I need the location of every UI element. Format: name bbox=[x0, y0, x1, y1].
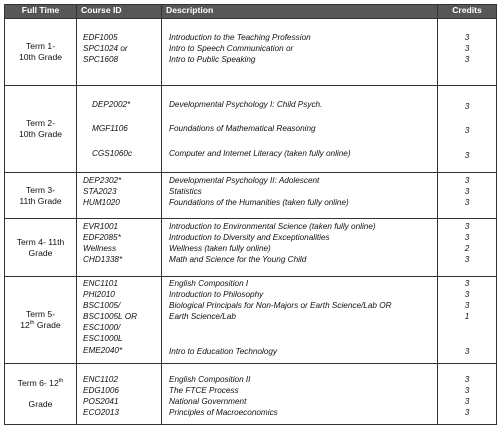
course-id: HUM1020 bbox=[83, 198, 120, 207]
course-description: English Composition II bbox=[169, 375, 251, 384]
course-description: Intro to Public Speaking bbox=[169, 55, 256, 64]
course-id: ESC1000L bbox=[83, 334, 123, 343]
course-description: Earth Science/Lab bbox=[169, 312, 236, 321]
table-row-term-2 bbox=[5, 86, 497, 173]
course-id: SPC1608 bbox=[83, 55, 119, 64]
term-cell bbox=[5, 173, 77, 219]
credit-value: 3 bbox=[464, 279, 470, 288]
credit-value: 3 bbox=[464, 102, 470, 111]
term-label-line: Term 3- bbox=[25, 184, 56, 195]
course-id: STA2023 bbox=[83, 187, 117, 196]
term-label-line: Grade bbox=[28, 399, 53, 409]
credits-cell bbox=[438, 219, 497, 277]
credit-value: 3 bbox=[464, 301, 470, 310]
course-description: Introduction to Philosophy bbox=[169, 290, 264, 299]
table-row-term-4 bbox=[5, 219, 497, 277]
course-description: Foundations of the Humanities (taken fully online) bbox=[169, 198, 349, 207]
credit-value: 3 bbox=[464, 187, 470, 196]
credit-value: 3 bbox=[464, 386, 470, 395]
term-label-line bbox=[5, 320, 76, 331]
table-row-term-6 bbox=[5, 364, 497, 425]
credit-value: 3 bbox=[464, 233, 470, 242]
term-grade-suffix: th bbox=[29, 320, 35, 327]
description-cell bbox=[162, 19, 438, 86]
term-cell bbox=[5, 219, 77, 277]
credit-value: 3 bbox=[464, 347, 470, 356]
credit-value: 3 bbox=[464, 33, 470, 42]
description-cell bbox=[162, 86, 438, 173]
credit-value: 2 bbox=[464, 244, 470, 253]
course-description: English Composition I bbox=[169, 279, 249, 288]
course-description: Statistics bbox=[169, 187, 202, 196]
term-label-line: 10th Grade bbox=[19, 52, 62, 62]
description-cell bbox=[162, 364, 438, 425]
credit-value: 3 bbox=[464, 198, 470, 207]
credit-value: 1 bbox=[464, 312, 470, 321]
table-header-row bbox=[5, 5, 497, 19]
course-id: DEP2302* bbox=[83, 176, 122, 185]
course-id: DEP2002* bbox=[92, 100, 131, 109]
header-full-time: Full Time bbox=[5, 5, 77, 19]
course-id: CGS1060c bbox=[92, 149, 133, 158]
table-row-term-1 bbox=[5, 19, 497, 86]
course-id: ECO2013 bbox=[83, 408, 119, 417]
course-description: Biological Principals for Non-Majors or Earth Science/Lab OR bbox=[169, 301, 392, 310]
term-label-line: Term 4- 11th bbox=[16, 236, 65, 247]
credits-cell bbox=[438, 173, 497, 219]
term-cell bbox=[5, 19, 77, 86]
header-course-id: Course ID bbox=[77, 5, 162, 19]
term-label-prefix: Term 6- 12 bbox=[17, 378, 59, 388]
term-label-line: Grade bbox=[28, 247, 53, 258]
credit-value: 3 bbox=[464, 222, 470, 231]
credit-value: 3 bbox=[464, 397, 470, 406]
credit-value: 3 bbox=[464, 151, 470, 160]
term-label-line: Term 1- bbox=[25, 41, 56, 51]
course-id: ESC1000/ bbox=[83, 323, 121, 332]
term-label-line: 11th Grade bbox=[19, 195, 62, 206]
course-id: BSC1005/ bbox=[83, 301, 121, 310]
term-cell bbox=[5, 364, 77, 425]
course-id: ENC1101 bbox=[83, 279, 118, 288]
course-description: Intro to Education Technology bbox=[169, 347, 278, 356]
course-description: Math and Science for the Young Child bbox=[169, 255, 307, 264]
credits-cell bbox=[438, 364, 497, 425]
credit-value: 3 bbox=[464, 55, 470, 64]
course-description: Foundations of Mathematical Reasoning bbox=[169, 124, 316, 133]
credit-value: 3 bbox=[464, 176, 470, 185]
course-description: Intro to Speech Communication or bbox=[169, 44, 294, 53]
credit-value: 3 bbox=[464, 44, 470, 53]
course-description: Principles of Macroeconomics bbox=[169, 408, 278, 417]
course-id: SPC1024 or bbox=[83, 44, 128, 53]
course-description: Introduction to Diversity and Exceptionalities bbox=[169, 233, 330, 242]
table-row-term-5 bbox=[5, 277, 497, 364]
course-id-cell bbox=[77, 19, 162, 86]
term-label-line: 10th Grade bbox=[19, 129, 62, 139]
header-description: Description bbox=[162, 5, 438, 19]
credits-cell bbox=[438, 86, 497, 173]
course-id: EME2040* bbox=[83, 346, 123, 355]
course-id: PHI2010 bbox=[83, 290, 115, 299]
course-id: EVR1001 bbox=[83, 222, 119, 231]
term-label-line bbox=[5, 378, 76, 389]
course-id: Wellness bbox=[83, 244, 117, 253]
course-id: CHD1338* bbox=[83, 255, 123, 264]
course-id-cell bbox=[77, 86, 162, 173]
course-id: EDF2085* bbox=[83, 233, 121, 242]
description-cell bbox=[162, 173, 438, 219]
credit-value: 3 bbox=[464, 255, 470, 264]
term-label-line: Term 5- bbox=[25, 309, 56, 319]
description-cell bbox=[162, 277, 438, 364]
course-description: Developmental Psychology I: Child Psych. bbox=[169, 100, 323, 109]
course-id: BSC1005L OR bbox=[83, 312, 138, 321]
course-id: POS2041 bbox=[83, 397, 119, 406]
term-cell bbox=[5, 86, 77, 173]
course-id-cell bbox=[77, 173, 162, 219]
credit-value: 3 bbox=[464, 408, 470, 417]
credits-cell bbox=[438, 277, 497, 364]
course-id: EDG1006 bbox=[83, 386, 119, 395]
term-grade-number: 12 bbox=[20, 320, 30, 330]
table-row-term-3 bbox=[5, 173, 497, 219]
header-credits: Credits bbox=[438, 5, 497, 19]
credit-value: 3 bbox=[464, 375, 470, 384]
credits-cell bbox=[438, 19, 497, 86]
credit-value: 3 bbox=[464, 290, 470, 299]
term-label-line: Term 2- bbox=[25, 118, 56, 128]
course-schedule-table bbox=[4, 4, 497, 425]
course-description: Wellness (taken fully online) bbox=[169, 244, 271, 253]
course-description: Introduction to Environmental Science (taken fully online) bbox=[169, 222, 376, 231]
course-id: EDF1005 bbox=[83, 33, 118, 42]
course-description: Developmental Psychology II: Adolescent bbox=[169, 176, 320, 185]
course-id: ENC1102 bbox=[83, 375, 118, 384]
course-description: National Government bbox=[169, 397, 247, 406]
course-id-cell bbox=[77, 219, 162, 277]
course-description: The FTCE Process bbox=[169, 386, 239, 395]
term-grade-word: Grade bbox=[34, 320, 61, 330]
credit-value: 3 bbox=[464, 126, 470, 135]
course-id-cell bbox=[77, 364, 162, 425]
term-cell bbox=[5, 277, 77, 364]
course-description: Introduction to the Teaching Profession bbox=[169, 33, 311, 42]
course-id: MGF1106 bbox=[92, 124, 128, 133]
description-cell bbox=[162, 219, 438, 277]
term-grade-suffix: th bbox=[58, 378, 64, 385]
course-description: Computer and Internet Literacy (taken fully online) bbox=[169, 149, 351, 158]
course-id-cell bbox=[77, 277, 162, 364]
